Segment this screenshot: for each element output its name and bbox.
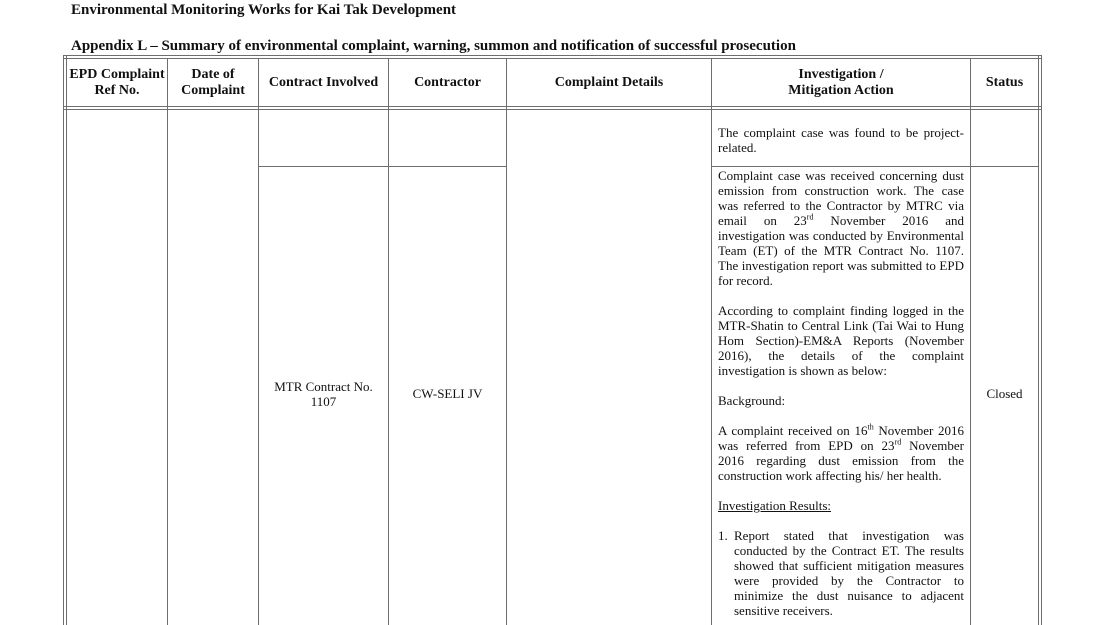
- status-cell: [971, 167, 1038, 620]
- header-status: Status: [985, 74, 1024, 90]
- contract-cell: MTR Contract No. 1107: [274, 378, 373, 409]
- header-ref-no: EPD Complaint Ref No.: [69, 66, 165, 98]
- header-contractor: Contractor: [414, 74, 481, 90]
- contractor-cell: CW-SELI JV: [412, 386, 483, 401]
- document-title: Environmental Monitoring Works for Kai Tak Development: [71, 2, 457, 18]
- list-item: 1. Report stated that investigation was conducted by the Contract ET. The results showed that sufficient mitigation measures were provided by the Contractor to minimize the dust nuisance to adjacent sensitive receivers.: [718, 528, 964, 618]
- main-action-text: Complaint case was received concerning dust emission from construction work. The case was referred to the Contractor by MTRC via email on 23rd November 2016 and investigation was conducted by Environmental Team (ET) of the MTR Contract No. 1107. The investigation report was submitted to EPD for record. According to complaint finding logged in the MTR-Shatin to Central Link (Tai Wai to Hung Hom Section)-EM&A Reports (November 2016), the details of the complaint investigation is shown as below: Background: A complaint received on 16th November 2016 was referred from EPD on 23rd November 2016 regarding dust emission from the construction work affecting his/ her health. Investigation Results: 1. Report stated that investigation was conducted by the Contract ET. The results showed that sufficient mitigation measures were provided by the Contractor to minimize the dust nuisance to adjacent sensitive receivers.: [718, 168, 964, 618]
- appendix-title: Appendix L – Summary of environmental complaint, warning, summon and notification of successful prosecution: [71, 38, 796, 54]
- header-details: Complaint Details: [554, 74, 664, 90]
- header-action: Investigation / Mitigation Action: [788, 66, 894, 98]
- row-top-action: The complaint case was found to be project-related.: [718, 125, 964, 155]
- status-badge: Closed: [986, 386, 1023, 401]
- header-contract: Contract Involved: [268, 74, 379, 90]
- header-date: Date of Complaint: [181, 66, 245, 98]
